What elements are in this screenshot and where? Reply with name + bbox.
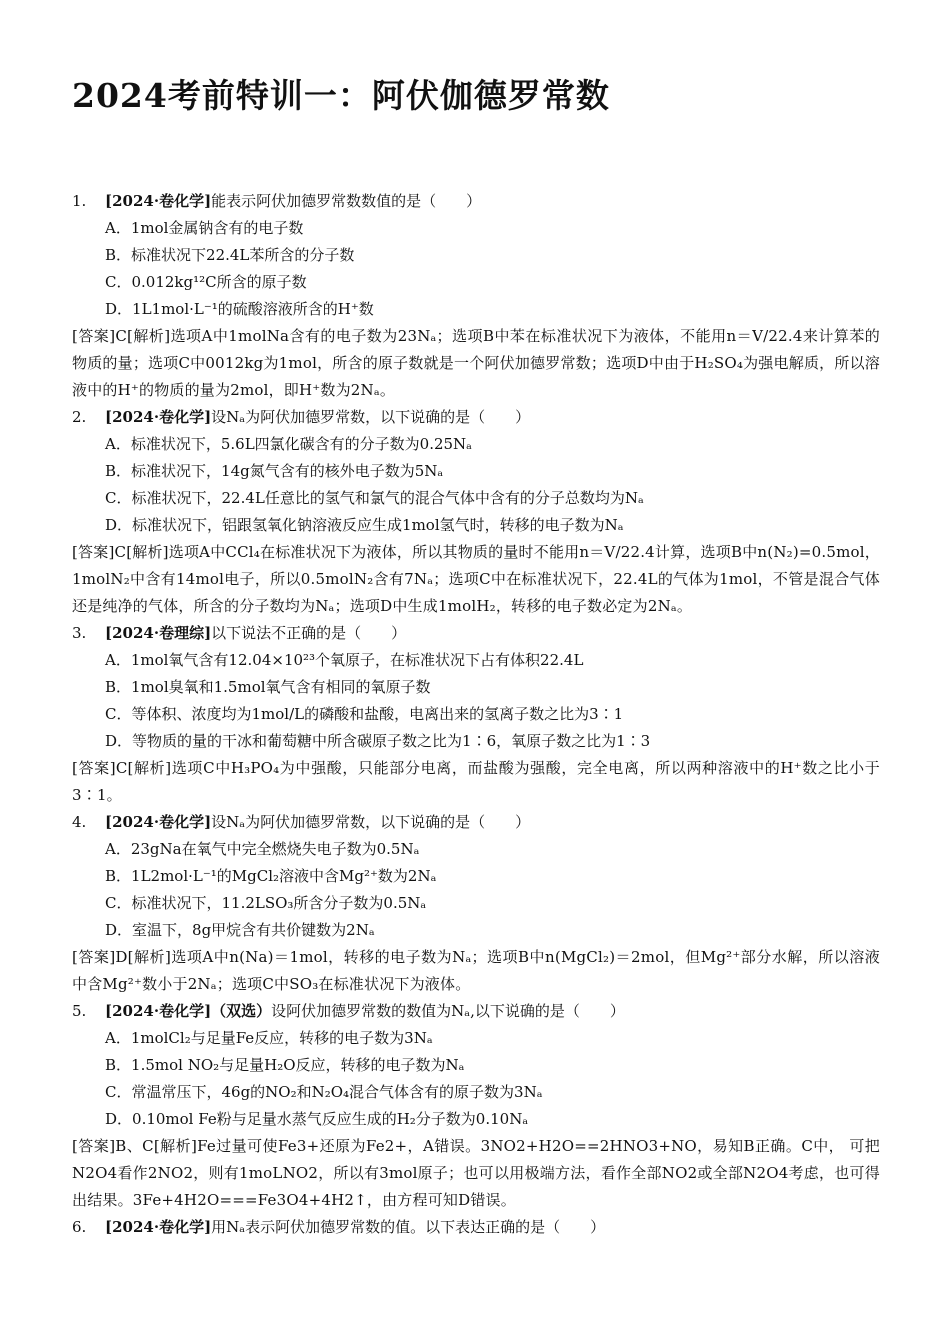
answer-option: A．1mol氧气含有12.04×10²³个氧原子，在标准状况下占有体积22.4L [105,651,584,669]
answer-option: A．1mol金属钠含有的电子数 [105,219,304,237]
answer-explanation: [答案]B、C[解析]Fe过量可使Fe3+还原为Fe2+，A错误。3NO2+H2O==2HNO3+NO，易知B正确。C中， 可把N2O4看作2NO2，则有1moLNO2，所以有3mol原子；也可以用极端方法，看作全部NO2或全部N2O4考虑，也可得出结果。3Fe+4H2O===Fe3O4+4H2↑，由方程可知D错误。 [72,1137,880,1209]
question-block [72,998,880,1214]
question-source: [2024·卷理综] [105,624,212,642]
answer-option: B．1L2mol·L⁻¹的MgCl₂溶液中含Mg²⁺数为2Nₐ [105,867,437,885]
answer-option: A．23gNa在氧气中完全燃烧失电子数为0.5Nₐ [105,840,420,858]
answer-option: D．0.10mol Fe粉与足量水蒸气反应生成的H₂分子数为0.10Nₐ [105,1110,529,1128]
question-number: 3. [72,624,87,642]
page-title: 2024考前特训一：阿伏伽德罗常数 [72,76,610,115]
question-stem-line [72,404,880,431]
answer-option: D．室温下，8g甲烷含有共价键数为2Nₐ [105,921,375,939]
answer-option: B．标准状况下22.4L苯所含的分子数 [105,246,355,264]
question-source: [2024·卷化学]（双选） [105,1002,272,1020]
question-block [72,620,880,809]
answer-explanation: [答案]C[解析]选项A中CCl₄在标准状况下为液体，所以其物质的量时不能用n＝V/22.4计算，选项B中n(N₂)=0.5mol，1molN₂中含有14mol电子，所以0.5molN₂含有7Nₐ；选项C中在标准状况下，22.4L的气体为1mol，不管是混合气体还是纯净的气体，所含的分子数均为Nₐ；选项D中生成1molH₂，转移的电子数必定为2Nₐ。 [72,543,880,615]
question-list [72,188,880,1241]
question-stem: 用Nₐ表示阿伏加德罗常数的值。以下表达正确的是（ ） [211,1218,606,1236]
question-stem-line [72,809,880,836]
answer-option: B．1mol臭氧和1.5mol氧气含有相同的氧原子数 [105,678,431,696]
question-stem: 能表示阿伏加德罗常数数值的是（ ） [211,192,482,210]
answer-option: D．标准状况下，铝跟氢氧化钠溶液反应生成1mol氢气时，转移的电子数为Nₐ [105,516,624,534]
question-stem: 设阿伏加德罗常数的数值为Nₐ,以下说确的是（ ） [271,1002,625,1020]
answer-option: B．标准状况下，14g氮气含有的核外电子数为5Nₐ [105,462,444,480]
question-source: [2024·卷化学] [105,813,212,831]
question-block [72,188,880,404]
answer-option: A．标准状况下，5.6L四氯化碳含有的分子数为0.25Nₐ [105,435,472,453]
question-number: 5. [72,1002,87,1020]
question-stem-line [72,188,880,215]
answer-option: D．等物质的量的干冰和葡萄糖中所含碳原子数之比为1∶6，氧原子数之比为1∶3 [105,732,651,750]
question-stem: 设Nₐ为阿伏加德罗常数，以下说确的是（ ） [211,813,531,831]
answer-option: C．等体积、浓度均为1mol/L的磷酸和盐酸，电离出来的氢离子数之比为3∶1 [105,705,624,723]
answer-explanation: [答案]C[解析]选项A中1molNa含有的电子数为23Nₐ；选项B中苯在标准状况下为液体，不能用n＝V/22.4来计算苯的物质的量；选项C中0012kg为1mol，所含的原子数就是一个阿伏加德罗常数；选项D中由于H₂SO₄为强电解质，所以溶液中的H⁺的物质的量为2mol，即H⁺数为2Nₐ。 [72,327,880,399]
answer-option: B．1.5mol NO₂与足量H₂O反应，转移的电子数为Nₐ [105,1056,465,1074]
question-stem: 设Nₐ为阿伏加德罗常数，以下说确的是（ ） [211,408,531,426]
question-source: [2024·卷化学] [105,1218,212,1236]
answer-option: C．标准状况下，11.2LSO₃所含分子数为0.5Nₐ [105,894,427,912]
question-number: 4. [72,813,87,831]
answer-option: C．常温常压下，46g的NO₂和N₂O₄混合气体含有的原子数为3Nₐ [105,1083,543,1101]
question-source: [2024·卷化学] [105,192,212,210]
question-number: 6. [72,1218,87,1236]
question-stem-line [72,620,880,647]
question-number: 1. [72,192,87,210]
answer-explanation: [答案]D[解析]选项A中n(Na)＝1mol，转移的电子数为Nₐ；选项B中n(MgCl₂)＝2mol，但Mg²⁺部分水解，所以溶液中含Mg²⁺数小于2Nₐ；选项C中SO₃在标准状况下为液体。 [72,948,880,993]
answer-option: A．1molCl₂与足量Fe反应，转移的电子数为3Nₐ [105,1029,433,1047]
answer-option: C．标准状况下，22.4L任意比的氢气和氯气的混合气体中含有的分子总数均为Nₐ [105,489,644,507]
question-block [72,1214,880,1241]
question-block [72,809,880,998]
question-stem-line [72,998,880,1025]
answer-option: D．1L1mol·L⁻¹的硫酸溶液所含的H⁺数 [105,300,374,318]
question-block [72,404,880,620]
question-stem: 以下说法不正确的是（ ） [211,624,407,642]
question-source: [2024·卷化学] [105,408,212,426]
question-stem-line [72,1214,880,1241]
answer-explanation: [答案]C[解析]选项C中H₃PO₄为中强酸，只能部分电离，而盐酸为强酸，完全电离，所以两种溶液中的H⁺数之比小于3∶1。 [72,759,880,804]
answer-option: C．0.012kg¹²C所含的原子数 [105,273,307,291]
question-number: 2. [72,408,87,426]
